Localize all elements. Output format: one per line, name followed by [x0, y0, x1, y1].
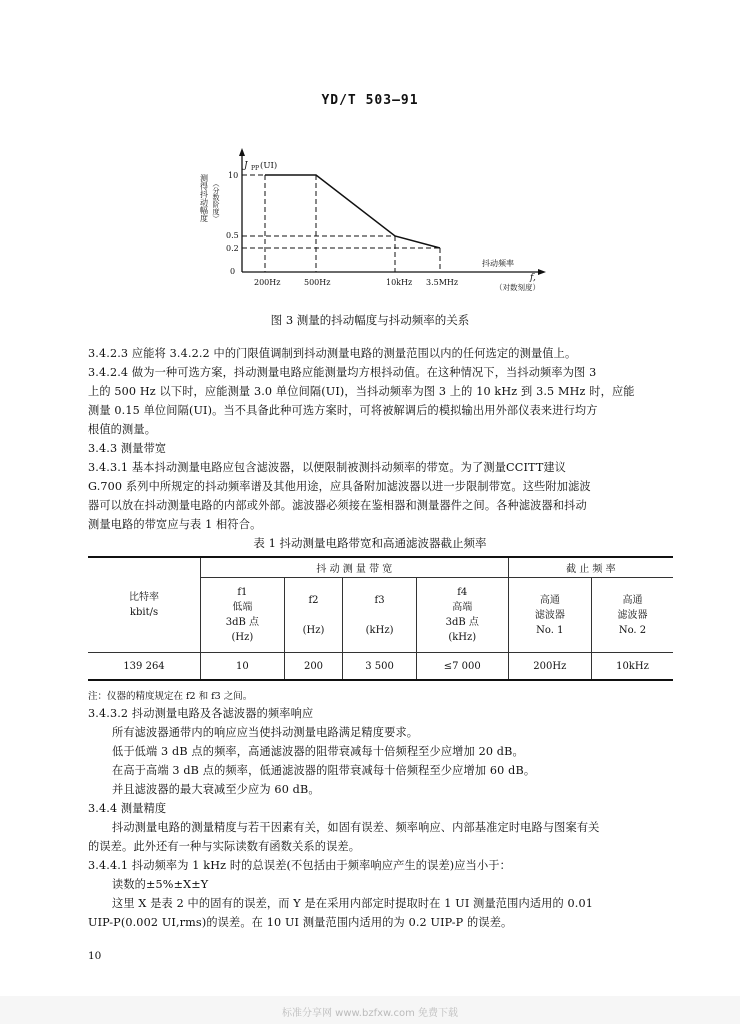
x-axis-arrow — [538, 269, 546, 275]
ytick-0: 0 — [230, 267, 236, 276]
clause-3-4-2-4-line2: 上的 500 Hz 以下时，应能测量 3.0 单位间隔(UI)，当抖动频率为图 3 上的 10 kHz 到 3.5 MHz 时，应能 — [88, 385, 635, 398]
clause-3-4-4-1: 3.4.4.1 抖动频率为 1 kHz 时的总误差(不包括由于频率响应产生的误差)应当小于： — [88, 859, 511, 872]
clause-3-4-3-2-a: 所有滤波器通带内的响应应当使抖动测量电路满足精度要求。 — [112, 726, 419, 739]
clause-3-4-2-4-line3: 测量 0.15 单位间隔(UI)。当不具备此种可选方案时，可将被解调后的模拟输出用外部仪表来进行均方 — [88, 404, 598, 417]
xaxis-symbol: f, — [530, 273, 536, 283]
figure-3 — [190, 140, 570, 300]
col-f3: f3 (kHz) — [343, 578, 417, 653]
table-1 — [88, 556, 673, 681]
table-caption: 表 1 抖动测量电路带宽和高通滤波器截止频率 — [253, 536, 487, 550]
xtick-500hz: 500Hz — [304, 278, 331, 287]
table-note: 注：仪器的精度规定在 f2 和 f3 之间。 — [88, 691, 253, 702]
text-block-2 — [88, 704, 673, 932]
clause-3-4-3-1-line4: 测量电路的带宽应与表 1 相符合。 — [88, 518, 262, 531]
cell-hp1: 200Hz — [508, 653, 591, 681]
group-cutoff-header: 截 止 频 率 — [508, 557, 673, 578]
section-3-4-3-heading: 3.4.3 测量带宽 — [88, 442, 167, 455]
clause-3-4-4-1-c: UIP-P(0.002 UI,rms)的误差。在 10 UI 测量范围内适用的为 0.2 UIP-P 的误差。 — [88, 916, 513, 929]
col-hp1: 高通 滤波器 No. 1 — [508, 578, 591, 653]
clause-3-4-4-1-a: 读数的±5%±X±Y — [112, 878, 209, 891]
yaxis-side-label: 测得抖动幅度 — [199, 174, 209, 222]
clause-3-4-4-a: 抖动测量电路的测量精度与若干因素有关，如固有误差、频率响应、内部基准定时电路与图案有关 — [112, 821, 600, 834]
group-band-header: 抖 动 测 量 带 宽 — [201, 557, 509, 578]
y-axis-arrow — [239, 148, 245, 156]
clause-3-4-2-3: 3.4.2.3 应能将 3.4.2.2 中的门限值调制到抖动测量电路的测量范围以内的任何选定的测量值上。 — [88, 347, 577, 360]
ytick-0.2: 0.2 — [226, 244, 239, 253]
clause-3-4-3-1-line1: 3.4.3.1 基本抖动测量电路应包含滤波器，以便限制被测抖动频率的带宽。为了测量CCITT建议 — [88, 461, 567, 474]
clause-3-4-3-1-line3: 器可以放在抖动测量电路的内部或外部。滤波器必须接在鉴相器和测量器件之间。各种滤波器和抖动 — [88, 499, 587, 512]
clause-3-4-3-2: 3.4.3.2 抖动测量电路及各滤波器的频率响应 — [88, 707, 314, 720]
clause-3-4-2-4-line1: 3.4.2.4 做为一种可选方案，抖动测量电路应能测量均方根抖动值。在这种情况下，当抖动频率为图 3 — [88, 366, 597, 379]
xaxis-label: 抖动频率 — [482, 259, 514, 268]
cell-f2: 200 — [284, 653, 343, 681]
yaxis-label-sub: PP — [251, 165, 260, 172]
ytick-10: 10 — [228, 171, 239, 180]
section-3-4-4-heading: 3.4.4 测量精度 — [88, 802, 167, 815]
cell-bitrate: 139 264 — [88, 653, 201, 681]
jitter-chart — [190, 140, 570, 300]
watermark-footer: 标准分享网 www.bzfxw.com 免费下载 — [282, 1008, 458, 1019]
yaxis-side-scale: （分数阶度） — [212, 180, 220, 222]
xtick-3.5mhz: 3.5MHz — [426, 278, 459, 287]
table-row — [88, 653, 673, 681]
col-f1: f1 低端 3dB 点 (Hz) — [201, 578, 285, 653]
cell-f4: ≤7 000 — [416, 653, 508, 681]
cell-f3: 3 500 — [343, 653, 417, 681]
yaxis-label: J — [244, 161, 248, 171]
cell-f1: 10 — [201, 653, 285, 681]
clause-3-4-3-2-c: 在高于高端 3 dB 点的频率，低通滤波器的阻带衰减每十倍频程至少应增加 60 dB。 — [112, 764, 536, 777]
reference-dashes — [242, 175, 440, 272]
clause-3-4-3-1-line2: G.700 系列中所规定的抖动频率谱及其他用途，应具备附加滤波器以进一步限制带宽。这些附加滤波 — [88, 480, 591, 493]
jitter-curve — [265, 175, 440, 248]
col-f4: f4 高端 3dB 点 (kHz) — [416, 578, 508, 653]
clause-3-4-4-b: 的误差。此外还有一种与实际读数有函数关系的误差。 — [88, 840, 361, 853]
clause-3-4-3-2-b: 低于低端 3 dB 点的频率，高通滤波器的阻带衰减每十倍频程至少应增加 20 dB。 — [112, 745, 524, 758]
clause-3-4-3-2-d: 并且滤波器的最大衰减至少应为 60 dB。 — [112, 783, 320, 796]
xtick-10khz: 10kHz — [386, 278, 413, 287]
col-bitrate: 比特率 kbit/s — [88, 557, 201, 653]
xaxis-scale: （对数刻度） — [495, 283, 540, 292]
xtick-200hz: 200Hz — [254, 278, 281, 287]
col-hp2: 高通 滤波器 No. 2 — [591, 578, 673, 653]
figure-caption: 图 3 测量的抖动幅度与抖动频率的关系 — [270, 313, 470, 327]
page-number: 10 — [88, 950, 102, 962]
clause-3-4-2-4-line4: 根值的测量。 — [88, 423, 157, 436]
col-f2: f2 (Hz) — [284, 578, 343, 653]
yaxis-label-unit: (UI) — [260, 161, 278, 171]
text-block-1 — [88, 344, 673, 534]
cell-hp2: 10kHz — [591, 653, 673, 681]
clause-3-4-4-1-b: 这里 X 是表 2 中的固有的误差，而 Y 是在采用内部定时提取时在 1 UI 测量范围内适用的 0.01 — [112, 897, 594, 910]
ytick-0.5: 0.5 — [226, 231, 239, 240]
page-header: YD/T 503—91 — [321, 93, 419, 108]
